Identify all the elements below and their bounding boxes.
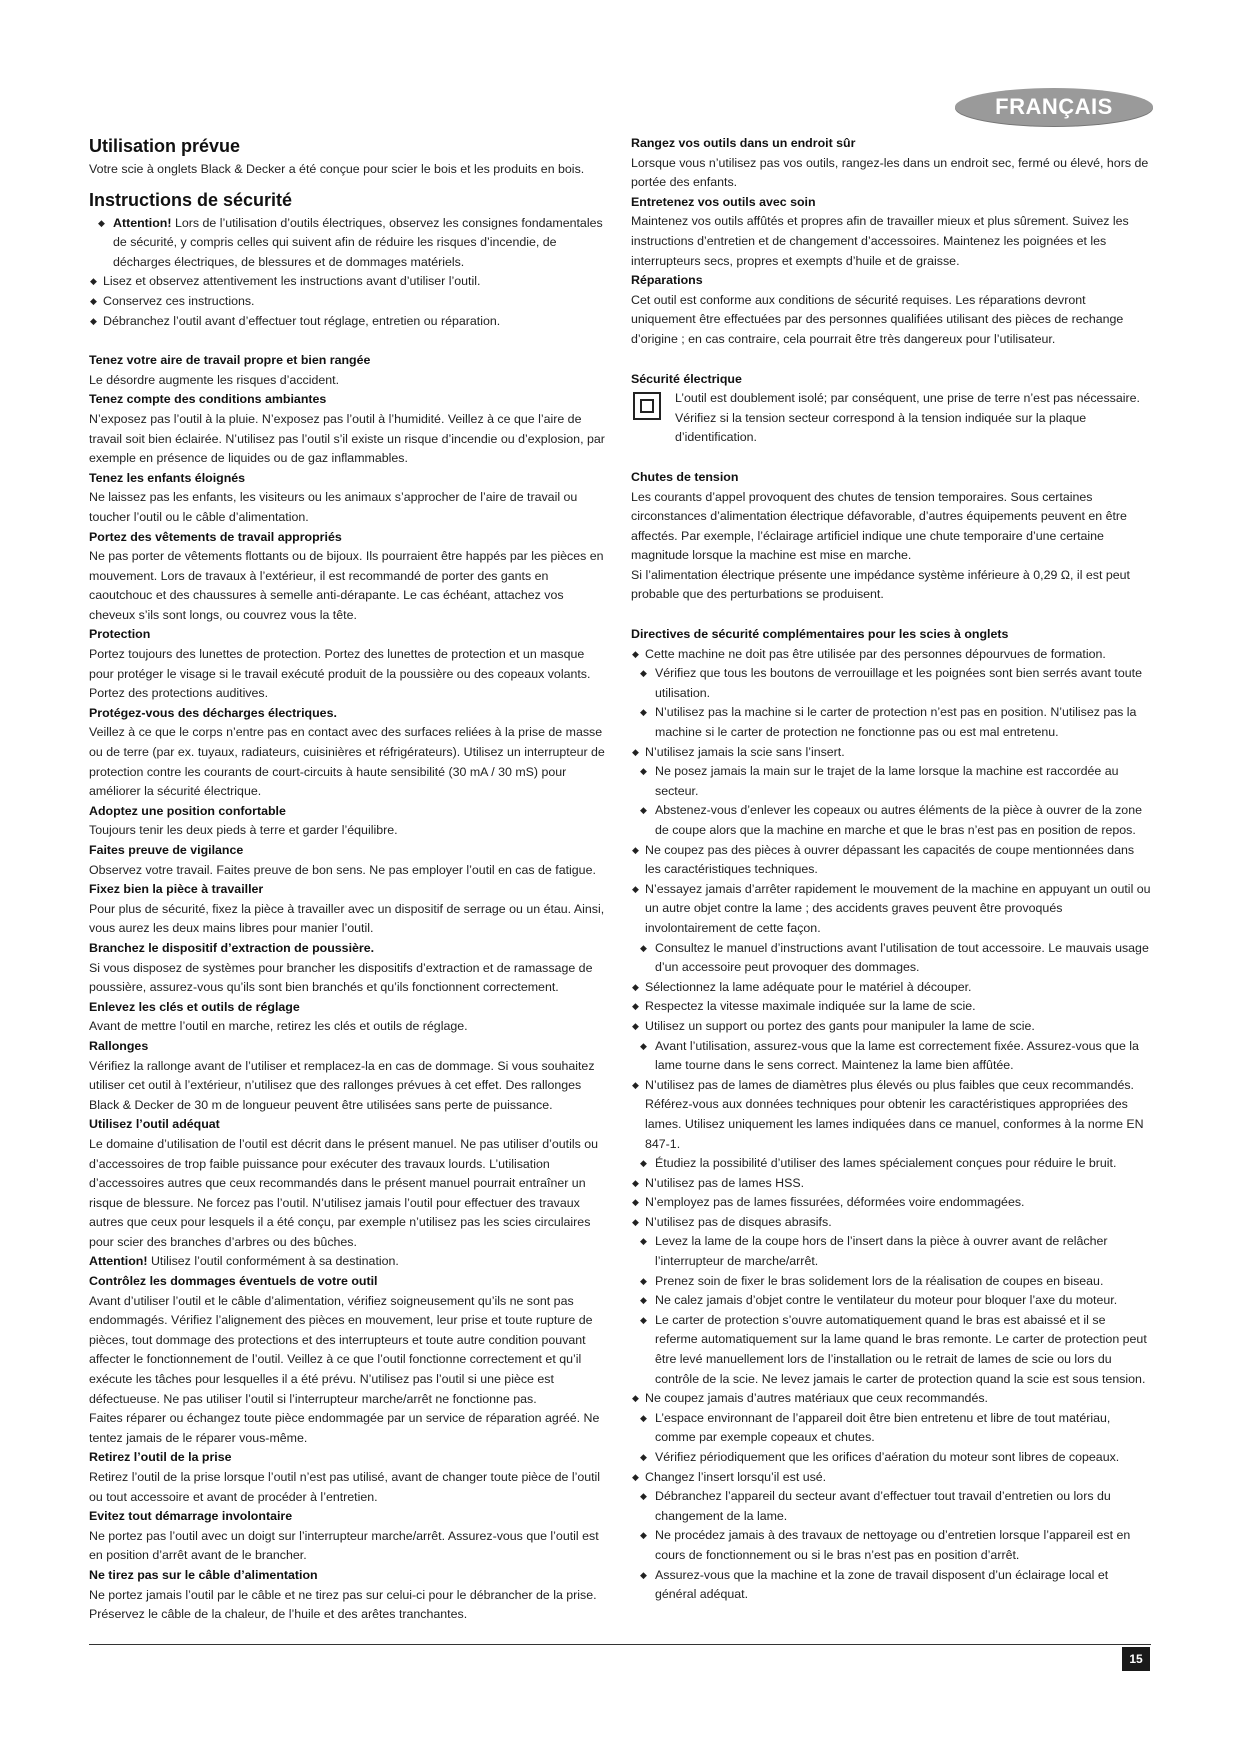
list-item-text: Ne calez jamais d’objet contre le ventilateur du moteur pour bloquer l’axe du moteur.	[655, 1293, 1118, 1308]
section-text: Cet outil est conforme aux conditions de sécurité requises. Les réparations devront uniquement être effectuées par des personnes qualifiées utilisant des pièces de rechange d’origine ; en cas contraire, cela pourrait être très dangereux pour l’utilisateur.	[631, 292, 1124, 346]
list-item	[631, 743, 1151, 763]
section-text: Observez votre travail. Faites preuve de bon sens. Ne pas employer l’outil en cas de fatigue.	[89, 862, 596, 877]
list-item	[631, 1487, 1151, 1526]
heading-safety-instructions: Instructions de sécurité	[89, 189, 293, 210]
list-item	[631, 1448, 1151, 1468]
list-item-text: Assurez-vous que la machine et la zone de travail disposent d’un éclairage local et général adéquat.	[655, 1567, 1109, 1602]
list-item	[89, 312, 611, 332]
list-item-text: Changez l’insert lorsqu’il est usé.	[645, 1469, 827, 1484]
section-text: Faites réparer ou échangez toute pièce endommagée par un service de réparation agréé. Ne tentez jamais de le réparer vous-même.	[89, 1411, 600, 1445]
section-heading: Contrôlez les dommages éventuels de votre outil	[89, 1274, 378, 1289]
list-item	[89, 214, 611, 273]
attention-label: Attention!	[113, 215, 172, 230]
spacer	[631, 605, 1151, 625]
bullet-icon: ◆	[640, 766, 647, 777]
list-item	[631, 762, 1151, 801]
bullet-icon: ◆	[632, 1471, 639, 1482]
page-number: 15	[1122, 1647, 1150, 1671]
list-item	[89, 292, 611, 312]
attention-label: Attention!	[89, 1254, 148, 1269]
section-heading: Evitez tout démarrage involontaire	[89, 1509, 293, 1524]
attention-text: Lors de l’utilisation d’outils électriques, observez les consignes fondamentales de sécurité, y compris celles qui suivent afin de réduire les risques d’incendie, de décharges électriques, de blessures et de dommages matériels.	[113, 215, 603, 269]
bullet-icon: ◆	[632, 1020, 639, 1031]
section-text: Le domaine d’utilisation de l’outil est décrit dans le présent manuel. Ne pas utiliser d’outils ou d’accessoires de trop faible puissance pour exécuter des travaux lourds. L’utilisation d’accessoires autres que ceux recommandés dans le présent manuel pourrait entraîner un risque de blessure. Ne forcez pas l’outil. N’utilisez jamais l’outil pour effectuer des travaux autres que ceux pour lesquels il a été conçu, par exemple n’utilisez pas les scies circulaires pour scier des branches d’arbres ou des bûches.	[89, 1136, 598, 1249]
list-item	[631, 1017, 1151, 1037]
list-item	[631, 1193, 1151, 1213]
list-item	[631, 1037, 1151, 1076]
bullet-icon: ◆	[640, 668, 647, 679]
section-text: Si vous disposez de systèmes pour brancher les dispositifs d’extraction et de ramassage de poussière, assurez-vous qu’ils sont bien branchés et qu’ils fonctionnent correctement.	[89, 960, 593, 995]
list-item	[631, 841, 1151, 880]
spacer	[631, 448, 1151, 468]
section-heading: Tenez compte des conditions ambiantes	[89, 392, 327, 407]
intended-use-text: Votre scie à onglets Black & Decker a été conçue pour scier le bois et les produits en bois.	[89, 162, 585, 176]
section-text: Ne portez jamais l’outil par le câble et ne tirez pas sur celui-ci pour le débrancher de la prise. Préservez le câble de la chaleur, de l’huile et des arêtes tranchantes.	[89, 1587, 597, 1622]
bullet-icon: ◆	[632, 1001, 639, 1012]
section-heading: Tenez votre aire de travail propre et bien rangée	[89, 353, 371, 368]
section-heading: Utilisez l’outil adéquat	[89, 1117, 220, 1132]
bullet-icon: ◆	[90, 295, 97, 306]
section-heading: Chutes de tension	[631, 469, 739, 484]
section-heading-electrical: Sécurité électrique	[631, 371, 742, 386]
section-heading: Réparations	[631, 273, 703, 288]
list-item	[631, 1409, 1151, 1448]
bullet-icon: ◆	[640, 1158, 647, 1169]
section-text: Retirez l’outil de la prise lorsque l’outil n’est pas utilisé, avant de changer toute pièce de l’outil ou tout accessoire et avant de procéder à l’entretien.	[89, 1470, 601, 1504]
list-item-text: N’essayez jamais d’arrêter rapidement le mouvement de la machine en appuyant un outil ou un autre objet contre la lame ; des accidents graves peuvent être provoqués involontairement de cette façon.	[645, 881, 1151, 935]
list-item	[631, 1566, 1151, 1605]
list-item	[631, 978, 1151, 998]
right-column	[631, 134, 1151, 1605]
section-heading: Enlevez les clés et outils de réglage	[89, 999, 300, 1014]
section-heading: Rallonges	[89, 1038, 149, 1053]
section-heading: Tenez les enfants éloignés	[89, 470, 246, 485]
bullet-icon: ◆	[632, 1197, 639, 1208]
list-item-text: Levez la lame de la coupe hors de l’insert dans la pièce à ouvrer avant de relâcher l’interrupteur de marche/arrêt.	[655, 1234, 1108, 1269]
bullet-icon: ◆	[640, 942, 647, 953]
list-item-text: Conservez ces instructions.	[103, 293, 255, 308]
list-item-text: Ne coupez pas des pièces à ouvrer dépassant les capacités de coupe mentionnées dans les caractéristiques techniques.	[645, 842, 1135, 877]
section-heading: Fixez bien la pièce à travailler	[89, 882, 264, 897]
heading-intended-use: Utilisation prévue	[89, 136, 241, 156]
list-item-text: Ne procédez jamais à des travaux de nettoyage ou d’entretien lorsque l’appareil est en cours de fonctionnement ou si le bras n’est pas en position d’arrêt.	[655, 1528, 1131, 1562]
bullet-icon: ◆	[632, 1216, 639, 1227]
bullet-icon: ◆	[640, 707, 647, 718]
bullet-icon: ◆	[90, 276, 97, 287]
list-item	[631, 1174, 1151, 1194]
section-heading: Rangez vos outils dans un endroit sûr	[631, 136, 856, 150]
section-heading: Ne tirez pas sur le câble d’alimentation	[89, 1567, 318, 1582]
section-heading: Protégez-vous des décharges électriques.	[89, 705, 337, 720]
list-item	[631, 1526, 1151, 1565]
section-text: N’exposez pas l’outil à la pluie. N’exposez pas l’outil à l’humidité. Veillez à ce que l’aire de travail soit bien éclairée. N’utilisez pas l’outil s’il existe un risque d’incendie ou d’explosion, par exemple en présence de liquides ou de gaz inflammables.	[89, 411, 605, 466]
list-item	[631, 1232, 1151, 1271]
section-text: Ne portez pas l’outil avec un doigt sur l’interrupteur marche/arrêt. Assurez-vous que l’outil est en position d’arrêt avant de le brancher.	[89, 1528, 599, 1563]
list-item	[631, 1154, 1151, 1174]
bullet-icon: ◆	[640, 1569, 647, 1580]
list-item-text: N’utilisez pas de lames de diamètres plus élevés ou plus faibles que ceux recommandés. Référez-vous aux données techniques pour obtenir les caractéristiques appropriées des lames. Utilisez uniquement les lames indiquées dans ce manuel, conformes à la norme EN 847-1.	[645, 1077, 1144, 1151]
list-item-text: L’espace environnant de l’appareil doit être bien entretenu et libre de tout matériau, comme par exemple copeaux et chutes.	[655, 1410, 1111, 1445]
bullet-icon: ◆	[632, 1079, 639, 1090]
list-item-text: Le carter de protection s’ouvre automatiquement quand le bras est abaissé et il se referme automatiquement sur la lame quand le bras remonte. Le carter de protection peut être levé manuellement lors de l’installation ou le retrait de lames de scie ou lors du contrôle de la scie. Ne levez jamais le carter de protection quand la scie est sous tension.	[655, 1312, 1147, 1386]
list-item	[631, 1389, 1151, 1409]
list-item-text: Avant l’utilisation, assurez-vous que la lame est correctement fixée. Assurez-vous que la lame tourne dans le sens correct. Maintenez la lame bien affûtée.	[655, 1038, 1139, 1073]
section-text: Maintenez vos outils affûtés et propres afin de travailler mieux et plus sûrement. Suivez les instructions d’entretien et de changement d’accessoires. Maintenez les poignées et les interrupteurs secs, propres et exempts d’huile et de graisse.	[631, 214, 1129, 268]
section-text: Vérifiez la rallonge avant de l’utiliser et remplacez-la en cas de dommage. Si vous souhaitez utiliser cet outil à l’extérieur, n’utilisez que des rallonges prévues à cet effet. Des rallonges Black & Decker de 30 m de longueur peuvent être utilisées sans perte de puissance.	[89, 1058, 595, 1112]
list-item-text: Débranchez l’outil avant d’effectuer tout réglage, entretien ou réparation.	[103, 313, 501, 328]
bullet-icon: ◆	[632, 746, 639, 757]
list-item	[631, 1272, 1151, 1292]
section-text: Si l’alimentation électrique présente une impédance système inférieure à 0,29 Ω, il est peut probable que des perturbations se produisent.	[631, 567, 1130, 602]
list-item-text: N’employez pas de lames fissurées, déformées voire endommagées.	[645, 1195, 1025, 1210]
list-item	[631, 664, 1151, 703]
bullet-icon: ◆	[640, 1295, 647, 1306]
list-item-text: Abstenez-vous d’enlever les copeaux ou autres éléments de la pièce à ouvrer de la zone de coupe alors que la machine en marche et que le bras n’est pas en position de repos.	[655, 803, 1142, 837]
left-column	[89, 134, 611, 1625]
bullet-icon: ◆	[640, 1314, 647, 1325]
attention-text: Utilisez l’outil conformément à sa destination.	[147, 1254, 399, 1269]
section-text: Le désordre augmente les risques d’accident.	[89, 372, 340, 387]
bullet-icon: ◆	[640, 1491, 647, 1502]
list-item-text: Débranchez l’appareil du secteur avant d’effectuer tout travail d’entretien ou lors du changement de la lame.	[655, 1489, 1111, 1523]
list-item	[631, 645, 1151, 665]
list-item-text: Vérifiez que tous les boutons de verrouillage et les poignées sont bien serrés avant toute utilisation.	[655, 666, 1142, 700]
section-text: Toujours tenir les deux pieds à terre et garder l’équilibre.	[89, 823, 398, 838]
section-heading: Directives de sécurité complémentaires pour les scies à onglets	[631, 627, 1009, 642]
bullet-icon: ◆	[632, 1393, 639, 1404]
language-tab: FRANÇAIS	[955, 88, 1153, 126]
bullet-icon: ◆	[632, 1177, 639, 1188]
section-heading: Entretenez vos outils avec soin	[631, 194, 816, 209]
list-item	[631, 1468, 1151, 1488]
double-insulation-icon	[633, 392, 661, 420]
section-text: Portez toujours des lunettes de protection. Portez des lunettes de protection et un masque pour protéger le visage si le travail exécuté produit de la poussière ou des copeaux volants. Portez des protections auditives.	[89, 647, 591, 701]
bullet-icon: ◆	[640, 805, 647, 816]
bullet-icon: ◆	[640, 1412, 647, 1423]
electrical-safety-block	[631, 389, 1151, 448]
section-heading: Branchez le dispositif d’extraction de poussière.	[89, 940, 375, 955]
list-item	[89, 272, 611, 292]
list-item	[631, 703, 1151, 742]
bullet-icon: ◆	[640, 1452, 647, 1462]
list-item-text: N’utilisez pas la machine si le carter de protection n’est pas en position. N’utilisez pas la machine si le carter de protection ne fonctionne pas ou est mal entretenu.	[655, 705, 1137, 740]
section-text: Avant d’utiliser l’outil et le câble d’alimentation, vérifiez soigneusement qu’ils ne sont pas endommagés. Vérifiez l’alignement des pièces en mouvement, leur prise et toute rupture de pièces, tout dommage des protections et des interrupteurs et toute autre condition pouvant affecter le fonctionnement de l’outil. Veillez à ce que l’outil fonctionne correctement et qu’il exécute les tâches pour lesquelles il a été prévu. N’utilisez pas l’outil si une pièce est défectueuse. Ne pas utiliser l’outil si l’interrupteur marche/arrêt ne fonctionne pas.	[89, 1293, 593, 1406]
list-item-text: Ne coupez jamais d’autres matériaux que ceux recommandés.	[645, 1391, 988, 1406]
section-text: Lorsque vous n’utilisez pas vos outils, rangez-les dans un endroit sec, fermé ou élevé, hors de portée des enfants.	[631, 155, 1149, 190]
bullet-icon: ◆	[632, 648, 639, 659]
list-item-text: Vérifiez périodiquement que les orifices d’aération du moteur sont libres de copeaux.	[655, 1450, 1120, 1464]
list-item-text: N’utilisez jamais la scie sans l’insert.	[645, 744, 845, 759]
list-item	[631, 939, 1151, 978]
list-item	[631, 880, 1151, 939]
list-item	[631, 1076, 1151, 1154]
section-text	[89, 1252, 611, 1272]
spacer	[631, 350, 1151, 370]
section-heading: Adoptez une position confortable	[89, 803, 286, 818]
section-text: Ne pas porter de vêtements flottants ou de bijoux. Ils pourraient être happés par les pièces en mouvement. Lors de travaux à l’extérieur, il est recommandé de porter des gants en caoutchouc et des chaussures à semelle anti-dérapante. Le cas échéant, attachez vos cheveux s’ils sont longs, ou couvrez vous la tête.	[89, 549, 604, 622]
bullet-icon: ◆	[640, 1236, 647, 1247]
bullet-icon: ◆	[98, 217, 105, 228]
bullet-icon: ◆	[632, 981, 639, 992]
list-item	[631, 1311, 1151, 1389]
footer-divider	[89, 1644, 1151, 1645]
bullet-icon: ◆	[640, 1530, 647, 1541]
section-heading: Protection	[89, 627, 151, 642]
list-item-text: N’utilisez pas de disques abrasifs.	[645, 1214, 832, 1229]
list-item-text: Utilisez un support ou portez des gants pour manipuler la lame de scie.	[645, 1018, 1035, 1033]
list-item-text: Cette machine ne doit pas être utilisée par des personnes dépourvues de formation.	[645, 646, 1106, 661]
double-insulation-inner-square	[640, 399, 654, 413]
list-item-text: Ne posez jamais la main sur le trajet de la lame lorsque la machine est raccordée au secteur.	[655, 764, 1119, 798]
section-heading: Retirez l’outil de la prise	[89, 1450, 232, 1465]
list-item-text: Respectez la vitesse maximale indiquée sur la lame de scie.	[645, 999, 976, 1014]
section-text: Pour plus de sécurité, fixez la pièce à travailler avec un dispositif de serrage ou un étau. Ainsi, vous aurez les deux mains libres pour manier l’outil.	[89, 901, 605, 936]
spacer	[89, 331, 611, 351]
list-item	[631, 997, 1151, 1017]
section-text: Les courants d’appel provoquent des chutes de tension temporaires. Sous certaines circonstances d’alimentation électrique défavorable, d’autres équipements peuvent en être affectés. Par exemple, l’éclairage artificiel indique une chute temporaire d’une certaine magnitude lorsque la machine est mise en marche.	[631, 489, 1127, 563]
list-item	[631, 801, 1151, 840]
list-item-text: Lisez et observez attentivement les instructions avant d’utiliser l’outil.	[103, 274, 481, 289]
section-text: Veillez à ce que le corps n’entre pas en contact avec des surfaces reliées à la prise de masse ou de terre (par ex. tuyaux, radiateurs, cuisinières et réfrigérateurs). Utilisez un interrupteur de protection contre les courants de court-circuits à haute sensibilité (30 mA / 30 mS) pour améliorer la sécurité électrique.	[89, 725, 605, 799]
list-item-text: Consultez le manuel d’instructions avant l’utilisation de tout accessoire. Le mauvais usage d’un accessoire peut provoquer des dommages.	[655, 940, 1149, 975]
list-item-text: Prenez soin de fixer le bras solidement lors de la réalisation de coupes en biseau.	[655, 1273, 1104, 1288]
section-text: Avant de mettre l’outil en marche, retirez les clés et outils de réglage.	[89, 1019, 468, 1034]
list-item	[631, 1213, 1151, 1233]
bullet-icon: ◆	[632, 844, 639, 855]
bullet-icon: ◆	[632, 883, 639, 894]
section-heading: Portez des vêtements de travail appropriés	[89, 529, 342, 544]
bullet-icon: ◆	[640, 1040, 647, 1051]
section-heading: Faites preuve de vigilance	[89, 843, 244, 857]
section-text: Ne laissez pas les enfants, les visiteurs ou les animaux s’approcher de l’aire de travail ou toucher l’outil ou le câble d’alimentation.	[89, 490, 578, 524]
list-item-text: Étudiez la possibilité d’utiliser des lames spécialement conçues pour réduire le bruit.	[655, 1156, 1117, 1171]
list-item-text: Sélectionnez la lame adéquate pour le matériel à découper.	[645, 979, 972, 994]
list-item	[631, 1291, 1151, 1311]
bullet-icon: ◆	[640, 1275, 647, 1286]
section-text: L’outil est doublement isolé; par conséquent, une prise de terre n’est pas nécessaire. Vérifiez si la tension secteur correspond à la tension indiquée sur la plaque d’identification.	[675, 391, 1140, 445]
list-item-text: N’utilisez pas de lames HSS.	[645, 1175, 805, 1190]
bullet-icon: ◆	[90, 315, 97, 326]
